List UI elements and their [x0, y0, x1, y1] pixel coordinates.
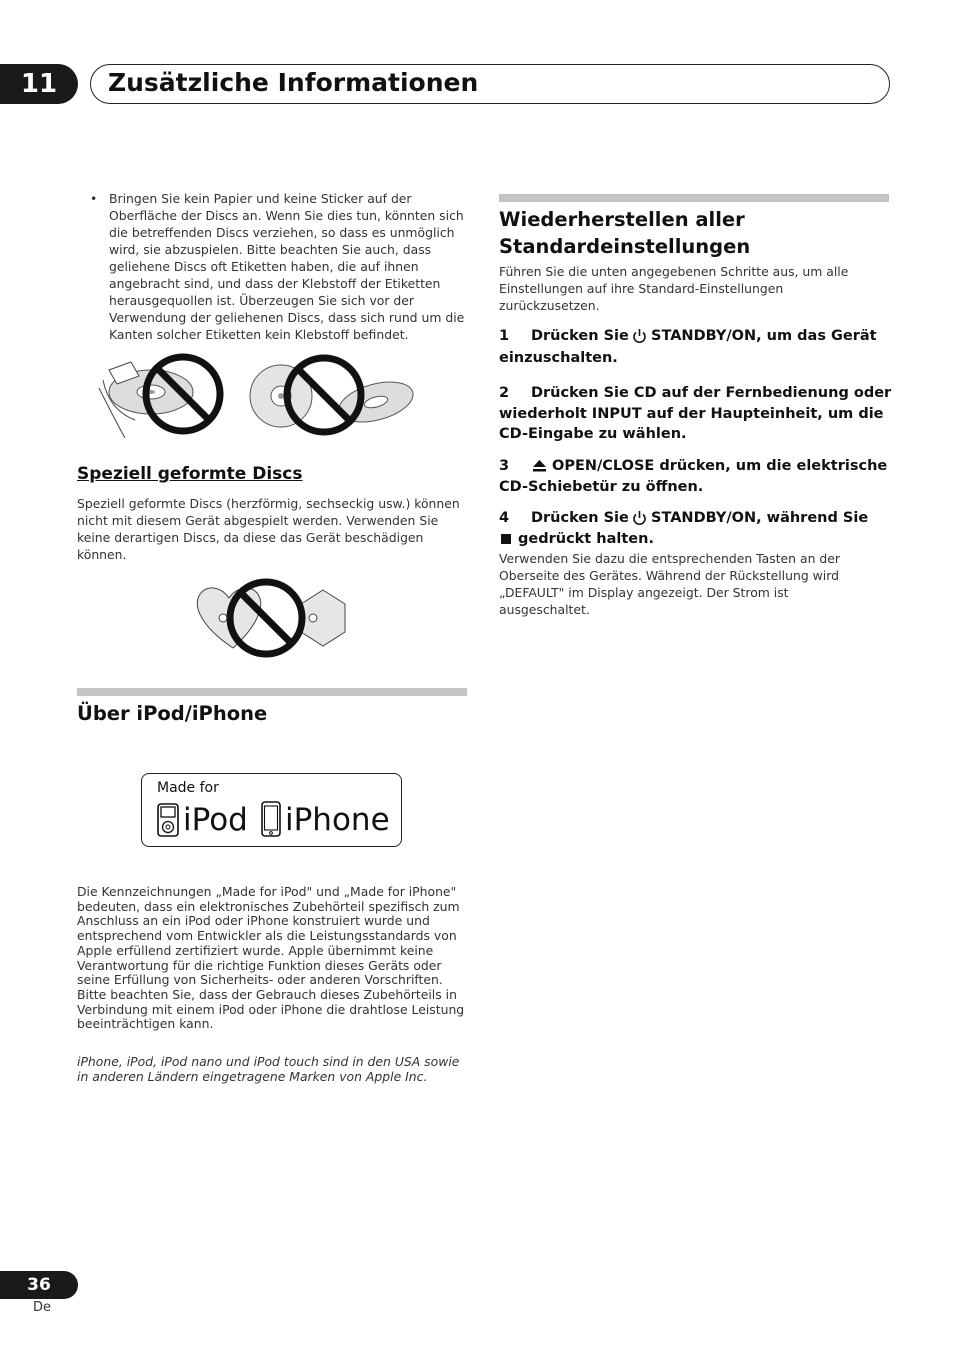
- section-divider: [77, 688, 467, 696]
- ipod-icon: [157, 803, 179, 837]
- standby-power-icon: [632, 328, 647, 344]
- step3-number: 3: [499, 458, 510, 474]
- bullet-paragraph: Bringen Sie kein Papier und keine Sticker auf der Oberfläche der Discs an. Wenn Sie dies tun, könnten sich die betreffenden Discs verziehen, so dass es unmöglich wird, sie abzuspielen. Bitte beachten Sie auch, dass geliehene Discs oft Etiketten haben, die auf ihnen angebracht sind, und dass der Klebstoff der Etiketten herausgequollen ist. Überzeugen Sie sich vor der Verwendung der geliehenen Discs, dass sich rund um die Kanten solcher Etiketten kein Klebstoff befindet.: [109, 191, 465, 342]
- reset-heading-line2: Standardeinstellungen: [499, 235, 751, 258]
- special-discs-heading: Speziell geformte Discs: [77, 464, 303, 484]
- section-divider: [499, 194, 889, 202]
- shaped-disc-prohibited-illustration: [193, 578, 351, 658]
- eject-icon: [532, 459, 547, 473]
- step4-text-c: gedrückt halten.: [518, 531, 654, 547]
- reset-intro: Führen Sie die unten angegebenen Schritte aus, um alle Einstellungen auf ihre Standard-Einstellungen zurückzusetzen.: [499, 264, 849, 313]
- step4-number: 4: [499, 510, 510, 526]
- bullet-icon: •: [90, 191, 98, 206]
- special-discs-paragraph: Speziell geformte Discs (herzförmig, sechseckig usw.) können nicht mit diesem Gerät abgespielt werden. Verwenden Sie keine derartigen Discs, da diese das Gerät beschädigen können.: [77, 496, 460, 562]
- step2-number: 2: [499, 385, 510, 401]
- step2-text-b: wiederholt INPUT auf der Haupteinheit, um die: [499, 406, 884, 422]
- chapter-number-badge: 11: [0, 64, 78, 104]
- step1-text-a: Drücken Sie: [531, 328, 629, 344]
- step1-text-b: STANDBY/ON, um das Gerät: [651, 328, 877, 344]
- reset-heading-line1: Wiederherstellen aller: [499, 208, 745, 231]
- step4-text-b: STANDBY/ON, während Sie: [651, 510, 869, 526]
- stop-icon: [500, 533, 512, 545]
- ipod-paragraph: Die Kennzeichnungen „Made for iPod" und „Made for iPhone" bedeuten, dass ein elektronisches Zubehörteil spezifisch zum Anschluss an ein iPod oder iPhone konstruiert wurde und entsprechend vom Entwickler als die Leistungsstandards von Apple erfüllend zertifiziert wurde. Apple übernimmt keine Verantwortung für die richtige Funktion dieses Geräts oder seine Erfüllung von Sicherheits- oder anderen Vorschriften. Bitte beachten Sie, dass der Gebrauch dieses Zubehörteils in Verbindung mit einem iPod oder iPhone die drahtlose Leistung beeinträchtigen kann.: [77, 884, 465, 1032]
- ipod-section-heading: Über iPod/iPhone: [77, 702, 268, 725]
- logo-iphone-text: iPhone: [285, 802, 390, 838]
- step1-number: 1: [499, 328, 510, 344]
- step4-description: Verwenden Sie dazu die entsprechenden Tasten an der Oberseite des Gerätes. Während der Rückstellung wird „DEFAULT" im Display angezeigt. Der Strom ist ausgeschaltet.: [499, 551, 840, 617]
- chapter-title: Zusätzliche Informationen: [108, 68, 479, 97]
- trademark-note: iPhone, iPod, iPod nano und iPod touch sind in den USA sowie in anderen Ländern eingetragene Marken von Apple Inc.: [77, 1054, 460, 1084]
- iphone-icon: [261, 801, 281, 837]
- language-code: De: [33, 1300, 52, 1315]
- step2-text-a: Drücken Sie CD auf der Fernbedienung oder: [531, 385, 892, 401]
- disc-warped-prohibited-illustration: [246, 350, 416, 442]
- disc-sticker-prohibited-illustration: [95, 350, 230, 442]
- step3-text-a: OPEN/CLOSE drücken, um die elektrische: [552, 458, 888, 474]
- logo-made-for-text: Made for: [157, 780, 219, 796]
- step4-text-a: Drücken Sie: [531, 510, 629, 526]
- logo-ipod-text: iPod: [183, 802, 248, 838]
- standby-power-icon: [632, 510, 647, 526]
- page-number-badge: 36: [0, 1271, 78, 1299]
- step1-text-c: einzuschalten.: [499, 350, 618, 366]
- step2-text-c: CD-Eingabe zu wählen.: [499, 426, 687, 442]
- step3-text-b: CD-Schiebetür zu öffnen.: [499, 479, 704, 495]
